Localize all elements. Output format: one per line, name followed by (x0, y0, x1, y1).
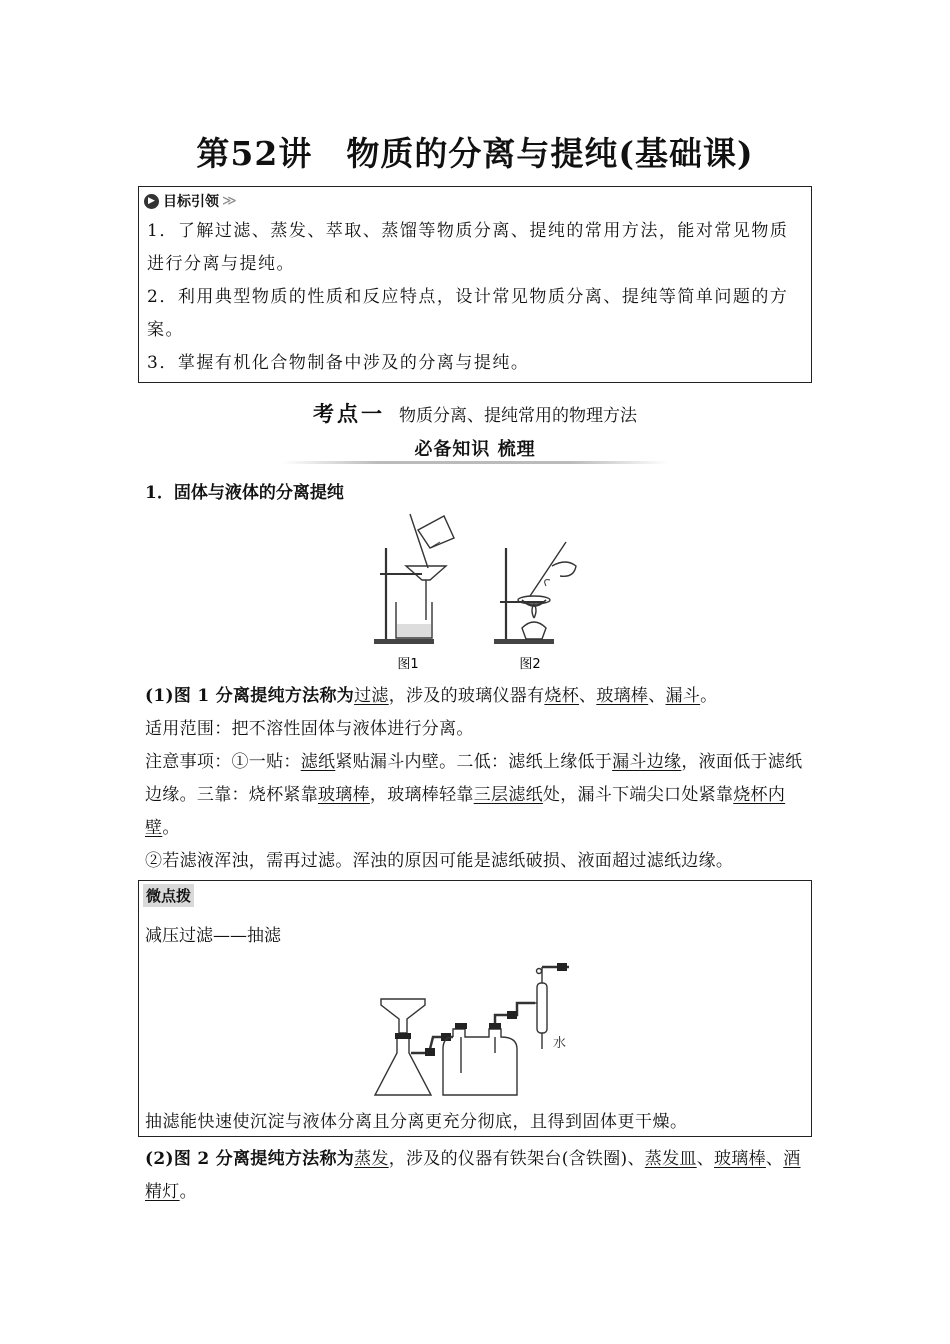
notes-text (145, 746, 810, 845)
lecture-number: 第52讲 (196, 134, 313, 173)
p1-method: 过滤 (354, 686, 389, 706)
filtration-evaporation-figure (370, 508, 595, 673)
kaodian-heading (0, 398, 950, 428)
notes-c: ，液面低于滤纸边缘。三靠：烧杯紧靠 (145, 752, 803, 805)
goals-box (138, 186, 812, 383)
page-title (0, 128, 950, 175)
play-icon: ▶ (144, 194, 159, 209)
tip-text: 抽滤能快速使沉淀与液体分离且分离更充分彻底，且得到固体更干燥。 (145, 1112, 688, 1132)
subheading: 必备知识 梳理 (414, 439, 536, 460)
lecture-topic: 物质的分离与提纯(基础课) (346, 134, 754, 173)
goal-item-3: 3．掌握有机化合物制备中涉及的分离与提纯。 (147, 353, 530, 373)
notes-a: 注意事项：①一贴： (145, 752, 301, 772)
p2-prefix: (2)图 2 分离提纯方法称为 (145, 1149, 355, 1169)
figure-2-label: 图2 (519, 657, 541, 672)
p2-end: 。 (179, 1182, 197, 1202)
goals-tag-label: 目标引领 (163, 194, 219, 210)
p1-mid: ，涉及的玻璃仪器有 (388, 686, 545, 706)
tip-box (138, 880, 812, 1137)
p1-sep-2: 、 (648, 686, 666, 706)
figure-1-label: 图1 (397, 657, 419, 672)
notes-u5: 烧杯内壁 (145, 785, 786, 838)
goal-item-1: 1．了解过滤、蒸发、萃取、蒸馏等物质分离、提纯的常用方法，能对常见物质进行分离与提纯。 (147, 221, 789, 274)
section-heading: 1．固体与液体的分离提纯 (145, 483, 344, 503)
notes-d: ，玻璃棒轻靠 (369, 785, 474, 805)
notes-e: 处，漏斗下端尖口处紧靠 (542, 785, 734, 805)
p1-sep-1: 、 (579, 686, 597, 706)
p2-instrument-2: 玻璃棒 (714, 1149, 766, 1169)
notes-u4: 三层滤纸 (473, 785, 543, 805)
notes-b: 紧贴漏斗内壁。二低：滤纸上缘低于 (335, 752, 613, 772)
p2-sep-2: 、 (765, 1149, 784, 1169)
notes-u3: 玻璃棒 (318, 785, 370, 805)
scope-text: 适用范围：把不溶性固体与液体进行分离。 (145, 719, 474, 739)
paragraph-evaporation (145, 1143, 810, 1209)
goals-tag (144, 191, 237, 211)
p1-instrument-2: 玻璃棒 (596, 686, 649, 706)
p2-instrument-3: 酒精灯 (145, 1149, 801, 1202)
paragraph-filtration (145, 680, 810, 713)
p2-mid: ，涉及的仪器有铁架台(含铁圈)、 (388, 1149, 645, 1169)
p1-prefix: (1)图 1 分离提纯方法称为 (145, 686, 355, 706)
p2-sep-1: 、 (696, 1149, 714, 1169)
note-2-text: ②若滤液浑浊，需再过滤。浑浊的原因可能是滤纸破损、液面超过滤纸边缘。 (145, 851, 734, 871)
kaodian-title: 物质分离、提纯常用的物理方法 (399, 406, 637, 426)
p1-instrument-3: 漏斗 (665, 686, 701, 706)
double-chevron-right-icon: ≫ (222, 193, 237, 209)
tip-title: 减压过滤——抽滤 (145, 926, 281, 946)
notes-u1: 滤纸 (300, 752, 336, 772)
suction-filtration-diagram (369, 953, 589, 1101)
kaodian-label: 考点一 (313, 402, 385, 426)
p1-end: 。 (700, 686, 718, 706)
goal-item-2: 2．利用典型物质的性质和反应特点，设计常见物质分离、提纯等简单问题的方案。 (147, 287, 789, 340)
water-label: 水 (553, 1036, 567, 1051)
notes-u2: 漏斗边缘 (612, 752, 682, 772)
notes-f: 。 (162, 818, 180, 838)
subheading-divider (282, 461, 668, 464)
tip-tag: 微点拨 (143, 884, 194, 907)
p2-instrument-1: 蒸发皿 (644, 1149, 697, 1169)
p2-method: 蒸发 (354, 1149, 389, 1169)
p1-instrument-1: 烧杯 (544, 686, 580, 706)
